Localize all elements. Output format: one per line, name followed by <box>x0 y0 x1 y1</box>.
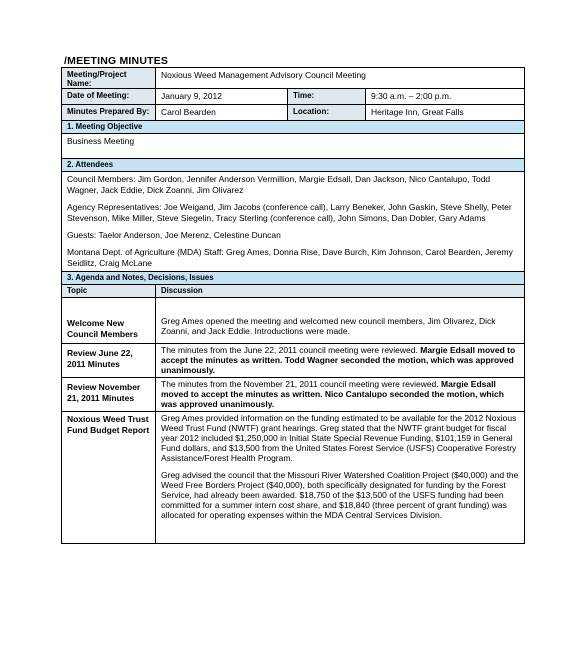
meeting-time-value: 9:30 a.m. – 2:00 p.m. <box>366 89 525 105</box>
prepared-by-value: Carol Bearden <box>156 105 288 121</box>
meeting-minutes-table <box>61 67 525 544</box>
attendees-agency: Agency Representatives: Joe Weigand, Jim Jacobs (conference call), Larry Beneker, John Gaskin, Steve Shelly, Peter Stevenson, Mike Miller, Steve Siegelin, Tracy Sterling (conference call), John Simons, Dan Dobler, Gary Adams <box>67 202 512 223</box>
objective-heading: 1. Meeting Objective <box>62 121 525 134</box>
agenda-heading: 3. Agenda and Notes, Decisions, Issues <box>62 272 525 285</box>
agenda-row <box>62 298 525 344</box>
agenda-row <box>62 378 525 412</box>
location-label: Location: <box>288 105 366 121</box>
agenda-row <box>62 344 525 378</box>
topic-column-header: Topic <box>62 285 156 298</box>
attendees-mda: Montana Dept. of Agriculture (MDA) Staff: Greg Ames, Donna Rise, Dave Burch, Kim Johnson, Carol Bearden, Jeremy Seidlitz, Craig McLane <box>67 247 513 268</box>
meeting-date-label: Date of Meeting: <box>62 89 156 105</box>
discussion-spacer <box>161 527 519 541</box>
discussion-paragraph: Greg Ames provided information on the funding estimated to be available for the 2012 Noxious Weed Trust Fund (NWTF) grant hearings. Greg stated that the NWTF grant budget for fiscal year 2012 included $1,250,000 in Initial State Special Revenue Funding, $101,159 in General Fund dollars, and $13,500 from the United States Forest Service (USFS) Cooperative Forestry Assistance/Forest Health Program. <box>161 413 517 463</box>
attendees-council: Council Members: Jim Gordon, Jennifer Anderson Vermillion, Margie Edsall, Dan Jackson, Nico Cantalupo, Todd Wagner, Jack Eddie, Dick Zoanni, Jim Olivarez <box>67 174 491 195</box>
discussion-text: Greg Ames opened the meeting and welcomed new council members, Jim Olivarez, Dick Zoanni, and Jack Eddie. Introductions were made. <box>161 316 496 336</box>
discussion-text: The minutes from the November 21, 2011 council meeting were reviewed. <box>161 379 442 389</box>
prepared-by-label: Minutes Prepared By: <box>62 105 156 121</box>
agenda-topic: Review June 22, 2011 Minutes <box>62 344 156 378</box>
agenda-topic: Welcome New Council Members <box>62 298 156 344</box>
agenda-discussion <box>156 344 525 378</box>
attendees-guests: Guests: Taelor Anderson, Joe Merenz, Celestine Duncan <box>67 230 281 240</box>
document-title: /MEETING MINUTES <box>64 55 169 67</box>
discussion-motion: Margie Edsall moved to accept the minutes as written. Todd Wagner seconded the motion, which was approved unanimously. <box>161 345 516 375</box>
discussion-text: The minutes from the June 22, 2011 council meeting were reviewed. <box>161 345 421 355</box>
attendees-list <box>62 172 525 272</box>
discussion-motion: Margie Edsall moved to accept the minutes as written. Nico Cantalupo seconded the motion, which was approved unanimously. <box>161 379 504 409</box>
agenda-row <box>62 412 525 544</box>
attendees-heading: 2. Attendees <box>62 159 525 172</box>
objective-text: Business Meeting <box>62 134 525 159</box>
discussion-column-header: Discussion <box>156 285 525 298</box>
agenda-discussion <box>156 412 525 544</box>
meeting-name-value: Noxious Weed Management Advisory Council Meeting <box>156 68 525 89</box>
agenda-discussion <box>156 378 525 412</box>
meeting-time-label: Time: <box>288 89 366 105</box>
meeting-date-value: January 9, 2012 <box>156 89 288 105</box>
meeting-name-label: Meeting/Project Name: <box>62 68 156 89</box>
location-value: Heritage Inn, Great Falls <box>366 105 525 121</box>
agenda-discussion <box>156 298 525 344</box>
agenda-topic: Noxious Weed Trust Fund Budget Report <box>62 412 156 544</box>
discussion-paragraph: Greg advised the council that the Missouri River Watershed Coalition Project ($40,000) and the Weed Free Borders Project ($40,000), both specifically designated for funding by the Forest Service, had already been awarded. $18,750 of the $13,500 of the USFS funding had been committed for a summer intern cost share, and $18,840 (three percent of grant funding) was allocated for operating expenses within the MDA Central Services Division. <box>161 470 519 520</box>
agenda-topic: Review November 21, 2011 Minutes <box>62 378 156 412</box>
